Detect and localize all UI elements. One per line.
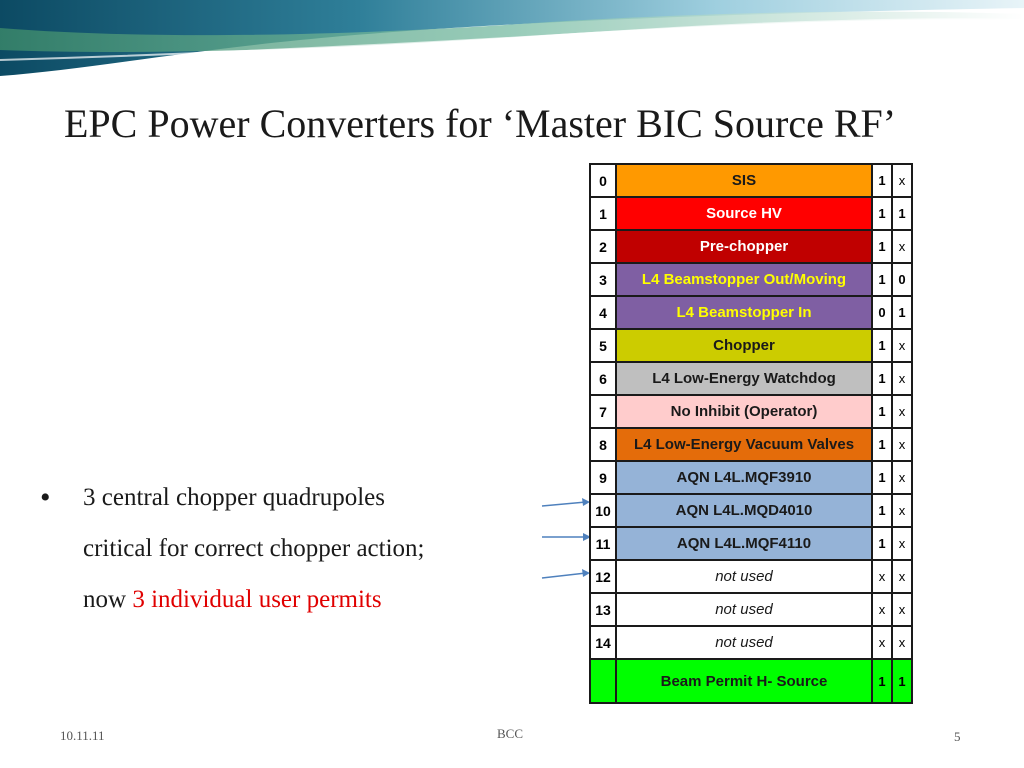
flag-2: 0: [892, 263, 912, 296]
table-row: [590, 560, 912, 593]
flag-1: 1: [872, 164, 892, 197]
row-number: 0: [590, 164, 616, 197]
table-row: [590, 197, 912, 230]
flag-1: 1: [872, 494, 892, 527]
row-name: Beam Permit H- Source: [616, 659, 872, 703]
row-name: L4 Low-Energy Watchdog: [616, 362, 872, 395]
table-row: [590, 494, 912, 527]
row-name: AQN L4L.MQF3910: [616, 461, 872, 494]
row-number: 3: [590, 263, 616, 296]
row-name: L4 Beamstopper Out/Moving: [616, 263, 872, 296]
flag-2: x: [892, 428, 912, 461]
flag-1: 1: [872, 428, 892, 461]
row-number: 14: [590, 626, 616, 659]
flag-2: x: [892, 461, 912, 494]
flag-1: 1: [872, 527, 892, 560]
row-name: No Inhibit (Operator): [616, 395, 872, 428]
row-name: AQN L4L.MQD4010: [616, 494, 872, 527]
flag-2: 1: [892, 296, 912, 329]
table-row: [590, 428, 912, 461]
flag-1: 1: [872, 230, 892, 263]
row-name: not used: [616, 626, 872, 659]
row-number: 12: [590, 560, 616, 593]
bullet-line-1: 3 central chopper quadrupoles: [83, 484, 385, 511]
row-number: 2: [590, 230, 616, 263]
page-number: 5: [954, 729, 961, 744]
flag-2: 1: [892, 197, 912, 230]
flag-2: x: [892, 626, 912, 659]
row-number: 10: [590, 494, 616, 527]
flag-2: x: [892, 560, 912, 593]
flag-2: x: [892, 593, 912, 626]
flag-2: x: [892, 395, 912, 428]
flag-1: 1: [872, 329, 892, 362]
flag-1: 1: [872, 362, 892, 395]
table-row: [590, 461, 912, 494]
flag-2: x: [892, 494, 912, 527]
slide-title: EPC Power Converters for ‘Master BIC Source RF’: [64, 101, 897, 146]
bullet-highlight: 3 individual user permits: [132, 586, 382, 613]
arrow-group: [540, 490, 595, 590]
flag-2: x: [892, 362, 912, 395]
flag-1: 1: [872, 659, 892, 703]
flag-1: 1: [872, 263, 892, 296]
row-number: 8: [590, 428, 616, 461]
row-number: 1: [590, 197, 616, 230]
row-name: not used: [616, 593, 872, 626]
row-name: Pre-chopper: [616, 230, 872, 263]
header-banner-graphic: [0, 0, 1024, 80]
table-row: [590, 659, 912, 703]
table-row: [590, 329, 912, 362]
flag-2: x: [892, 230, 912, 263]
flag-1: 0: [872, 296, 892, 329]
row-name: AQN L4L.MQF4110: [616, 527, 872, 560]
row-name: Source HV: [616, 197, 872, 230]
row-number: 11: [590, 527, 616, 560]
row-name: L4 Low-Energy Vacuum Valves: [616, 428, 872, 461]
arrow-row-9: [542, 502, 586, 506]
row-name: L4 Beamstopper In: [616, 296, 872, 329]
flag-2: x: [892, 527, 912, 560]
row-name: Chopper: [616, 329, 872, 362]
bullet-line-2: critical for correct chopper action;: [83, 535, 425, 562]
bullet-line-3: [83, 574, 424, 625]
row-number: 6: [590, 362, 616, 395]
bic-input-table: [589, 163, 913, 704]
table-row: [590, 164, 912, 197]
flag-2: x: [892, 164, 912, 197]
table-row: [590, 395, 912, 428]
bullet-line-3-prefix: now: [83, 586, 133, 613]
table-row: [590, 263, 912, 296]
table-row: [590, 593, 912, 626]
row-number: 4: [590, 296, 616, 329]
flag-1: 1: [872, 461, 892, 494]
row-name: not used: [616, 560, 872, 593]
bullet-marker: •: [40, 481, 51, 514]
row-number: 13: [590, 593, 616, 626]
flag-1: 1: [872, 395, 892, 428]
bullet-text: [83, 472, 424, 625]
flag-1: x: [872, 560, 892, 593]
table-row: [590, 626, 912, 659]
row-number: 9: [590, 461, 616, 494]
row-number: 5: [590, 329, 616, 362]
footer-center: BCC: [497, 726, 524, 741]
flag-1: 1: [872, 197, 892, 230]
flag-2: 1: [892, 659, 912, 703]
row-number: 7: [590, 395, 616, 428]
table-row: [590, 296, 912, 329]
row-name: SIS: [616, 164, 872, 197]
flag-1: x: [872, 593, 892, 626]
flag-1: x: [872, 626, 892, 659]
footer-date: 10.11.11: [60, 728, 105, 743]
table-row: [590, 527, 912, 560]
row-number: [590, 659, 616, 703]
table-row: [590, 230, 912, 263]
arrow-row-11: [542, 573, 586, 578]
flag-2: x: [892, 329, 912, 362]
table-row: [590, 362, 912, 395]
